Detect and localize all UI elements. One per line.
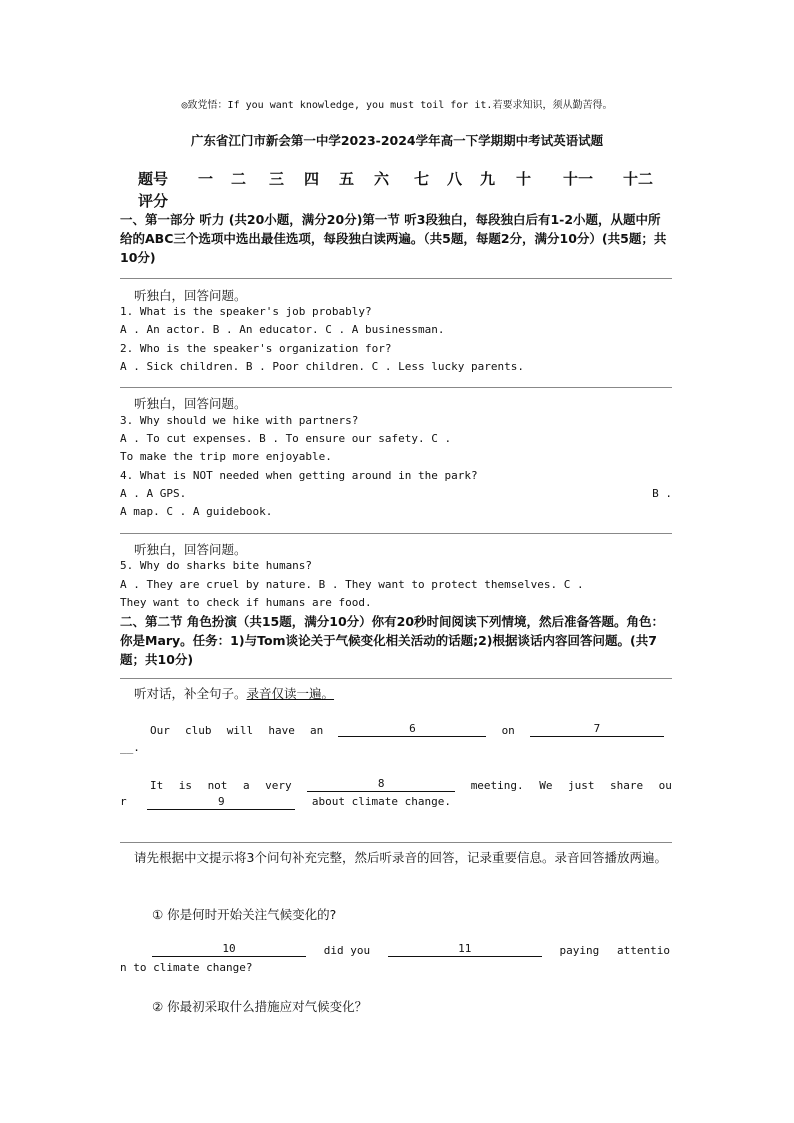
score-col-6: 六 <box>374 170 390 188</box>
word: r <box>120 795 127 808</box>
divider <box>120 533 672 534</box>
score-col-3: 三 <box>269 170 285 188</box>
score-col-9: 九 <box>480 170 496 188</box>
word: not <box>207 779 228 792</box>
blank-6[interactable]: 6 <box>338 722 486 737</box>
question-3: 3. Why should we hike with partners? <box>120 414 359 427</box>
word: on <box>501 724 515 737</box>
word: ou <box>658 779 672 792</box>
blank-10[interactable]: 10 <box>152 942 306 957</box>
word: We <box>539 779 553 792</box>
motto: ◎致党悟：If you want knowledge, you must toil for it.若要求知识，须从勤苦得。 <box>181 100 613 111</box>
option-a: A . A GPS. <box>120 487 187 500</box>
sentence-2-cont <box>120 795 672 810</box>
word: paying <box>559 944 600 957</box>
word: share <box>610 779 644 792</box>
question-4-options-cont: A map. C . A guidebook. <box>120 505 273 518</box>
blank-9[interactable]: 9 <box>147 795 295 810</box>
word: It <box>150 779 164 792</box>
blank-11[interactable]: 11 <box>388 942 542 957</box>
words: did you <box>323 944 371 957</box>
score-col-8: 八 <box>447 170 463 188</box>
option-b-start: B . <box>652 487 672 500</box>
page-title: 广东省江门市新会第一中学2023-2024学年高一下学期期中考试英语试题 <box>190 133 604 148</box>
word: very <box>265 779 292 792</box>
question-line-10-cont: n to climate change? <box>120 961 253 974</box>
sentence-2-end: about climate change. <box>311 795 451 808</box>
question-1-options: A . An actor. B . An educator. C . A businessman. <box>120 323 445 336</box>
sentence-2 <box>150 777 672 792</box>
divider <box>120 842 672 843</box>
word: have <box>268 724 295 737</box>
score-label-score: 评分 <box>138 192 169 210</box>
question-line-10 <box>152 942 670 957</box>
question-2: 2. Who is the speaker's organization for? <box>120 342 392 355</box>
word: a <box>242 779 250 792</box>
score-col-12: 十二 <box>623 170 654 188</box>
chinese-question-1: ① 你是何时开始关注气候变化的? <box>152 907 337 922</box>
word: attentio <box>616 944 670 957</box>
word: will <box>226 724 254 737</box>
listen-instruction <box>134 684 686 702</box>
divider <box>120 278 672 279</box>
question-5: 5. Why do sharks bite humans? <box>120 559 313 572</box>
question-4: 4. What is NOT needed when getting around in the park? <box>120 469 478 482</box>
divider <box>120 678 672 679</box>
score-col-1: 一 <box>198 170 214 188</box>
part1-intro: 一、第一部分 听力 (共20小题，满分20分)第一节 听3段独白，每段独白后有1-2小题，从题中所给的ABC三个选项中选出最佳选项，每段独白读两遍。（共5题，每题2分，满分10分）(共5题；共10分) <box>120 212 667 265</box>
blank-8[interactable]: 8 <box>307 777 455 792</box>
word: club <box>185 724 212 737</box>
word: is <box>178 779 193 792</box>
word: meeting. <box>470 779 524 792</box>
listen-once-note: 录音仅读一遍。 <box>246 686 335 701</box>
listen-instruction-text: 听对话，补全句子。 <box>134 686 247 701</box>
blank-7[interactable]: 7 <box>530 722 664 737</box>
score-col-5: 五 <box>339 170 355 188</box>
score-col-2: 二 <box>231 170 247 188</box>
question-4-options <box>120 487 672 500</box>
part2-intro: 二、第二节 角色扮演（共15题，满分10分）你有20秒时间阅读下列情境，然后准备答题。角色：你是Mary。任务：1)与Tom谈论关于气候变化相关活动的话题;2)根据谈话内容回答问题。(共7题；共10分) <box>120 614 665 667</box>
score-label-number: 题号 <box>138 170 169 188</box>
questions-instruction: 请先根据中文提示将3个问句补充完整，然后听录音的回答，记录重要信息。录音回答播放两遍。 <box>134 850 667 865</box>
question-3-options-cont: To make the trip more enjoyable. <box>120 450 332 463</box>
question-5-options: A . They are cruel by nature. B . They want to protect themselves. C . <box>120 578 584 591</box>
word: just <box>567 779 595 792</box>
score-col-11: 十一 <box>563 170 594 188</box>
sentence-1-tail: __. <box>120 741 140 754</box>
word: Our <box>150 724 170 737</box>
question-5-options-cont: They want to check if humans are food. <box>120 596 372 609</box>
score-col-10: 十 <box>516 170 532 188</box>
chinese-question-2: ② 你最初采取什么措施应对气候变化？ <box>152 999 368 1014</box>
group3-instruction: 听独白，回答问题。 <box>134 542 247 557</box>
word: an <box>310 724 324 737</box>
sentence-1 <box>150 722 664 737</box>
divider <box>120 387 672 388</box>
question-2-options: A . Sick children. B . Poor children. C . Less lucky parents. <box>120 360 524 373</box>
question-3-options: A . To cut expenses. B . To ensure our safety. C . <box>120 432 452 445</box>
question-1: 1. What is the speaker's job probably? <box>120 305 372 318</box>
score-col-4: 四 <box>304 170 320 188</box>
group1-instruction: 听独白，回答问题。 <box>134 288 247 303</box>
group2-instruction: 听独白，回答问题。 <box>134 396 247 411</box>
score-col-7: 七 <box>414 170 430 188</box>
